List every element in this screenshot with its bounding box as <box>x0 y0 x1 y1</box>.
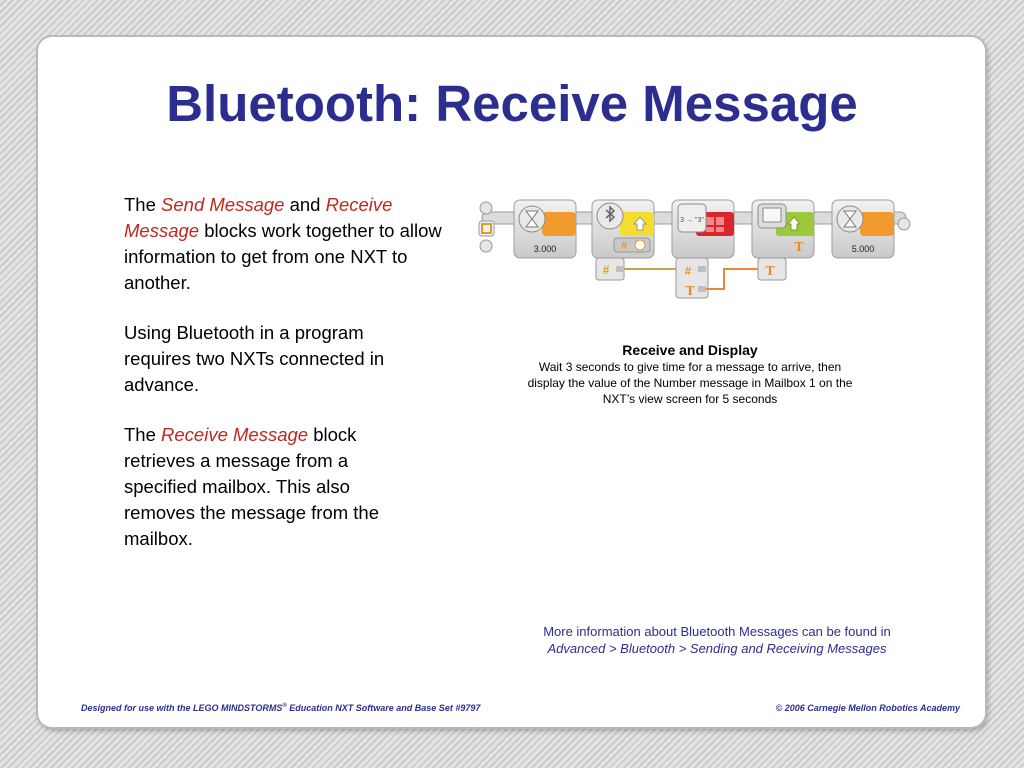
number-to-text-icon: 3 → "3" <box>680 217 704 224</box>
convert-out-text-label: T <box>685 284 695 299</box>
p1-rest: blocks work together to allow information to get from one NXT to another. <box>124 220 442 293</box>
caption-title: Receive and Display <box>622 342 758 358</box>
end-point <box>898 218 910 230</box>
footer-left-suffix: Education NXT Software and Base Set #9797 <box>286 703 481 713</box>
body-text <box>124 192 444 576</box>
more-info <box>500 623 934 657</box>
footer-left-prefix: Designed for use with the LEGO MINDSTORMS <box>81 703 283 713</box>
paragraph-bluetooth-requirement: Using Bluetooth in a program requires two NXTs connected in advance. <box>124 322 385 395</box>
display-in-text-label: T <box>765 264 775 279</box>
p1-and: and <box>284 194 326 215</box>
p3-the: The <box>124 424 162 445</box>
display-block <box>752 200 814 280</box>
receive-message-term-2: Receive Message <box>161 424 309 445</box>
more-info-path: Advanced > Bluetooth > Sending and Receiving Messages <box>547 641 887 656</box>
footer-left <box>81 703 480 713</box>
text-data-wire <box>706 269 758 289</box>
paragraph-blocks-work-together <box>124 192 444 296</box>
display-text-plug-label: T <box>794 240 804 255</box>
receive-out-number-label: # <box>602 263 610 277</box>
more-info-line1: More information about Bluetooth Messages can be found in <box>543 624 891 639</box>
paragraph-receive-retrieves <box>124 422 419 552</box>
registered-mark: ® <box>282 703 287 709</box>
wait-2-value: 5.000 <box>851 244 875 254</box>
convert-in-number-label: # <box>684 264 692 278</box>
wait-block-1 <box>514 200 576 258</box>
diagram-caption <box>520 341 860 407</box>
receive-message-term: Receive Message <box>124 194 393 241</box>
p3-rest: block retrieves a message from a specified mailbox. This also removes the message from the mailbox. <box>124 424 379 549</box>
receive-number-plug-label: # <box>620 240 628 252</box>
caption-text: Wait 3 seconds to give time for a message to arrive, then display the value of the Number message in Mailbox 1 on the NXT’s view screen for 5 seconds <box>527 360 853 406</box>
p1-the: The <box>124 194 162 215</box>
send-message-term: Send Message <box>161 194 285 215</box>
nxt-program-diagram <box>476 196 912 308</box>
wait-block-2 <box>832 200 894 258</box>
wait-1-value: 3.000 <box>533 244 557 254</box>
footer-copyright: © 2006 Carnegie Mellon Robotics Academy <box>775 703 960 713</box>
slide-title: Bluetooth: Receive Message <box>166 75 858 132</box>
start-point <box>479 202 494 252</box>
